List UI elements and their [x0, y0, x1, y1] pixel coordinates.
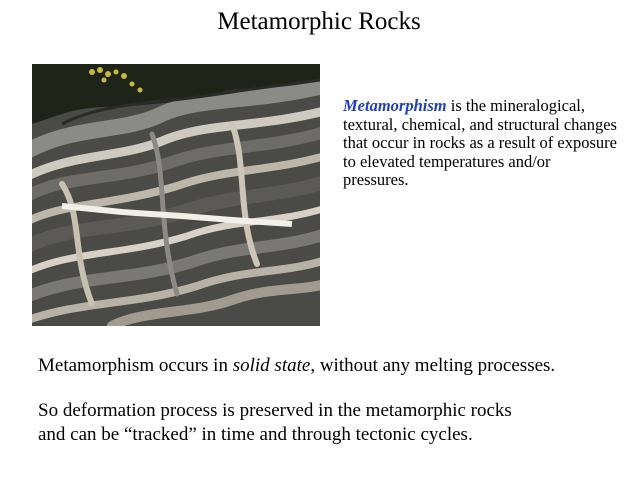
solid-state-emphasis: solid state [232, 355, 311, 376]
solid-state-text-after: , without any melting processes. [310, 355, 556, 376]
definition-text: is the mineralogical, textural, chemical, and structural changes that occur in rocks as a result of exposure to elevated temperatures and/or pressures. [343, 96, 617, 190]
deformation-statement-line1: So deformation process is preserved in the metamorphic rocks [38, 400, 512, 421]
deformation-statement-line2: and can be “tracked” in time and through tectonic cycles. [38, 424, 473, 445]
solid-state-statement [38, 355, 555, 377]
solid-state-text-before: Metamorphism occurs in [38, 355, 233, 376]
definition-term: Metamorphism [343, 96, 447, 115]
slide-title: Metamorphic Rocks [217, 8, 421, 35]
rock-photo [32, 64, 320, 326]
definition-paragraph [343, 97, 618, 190]
